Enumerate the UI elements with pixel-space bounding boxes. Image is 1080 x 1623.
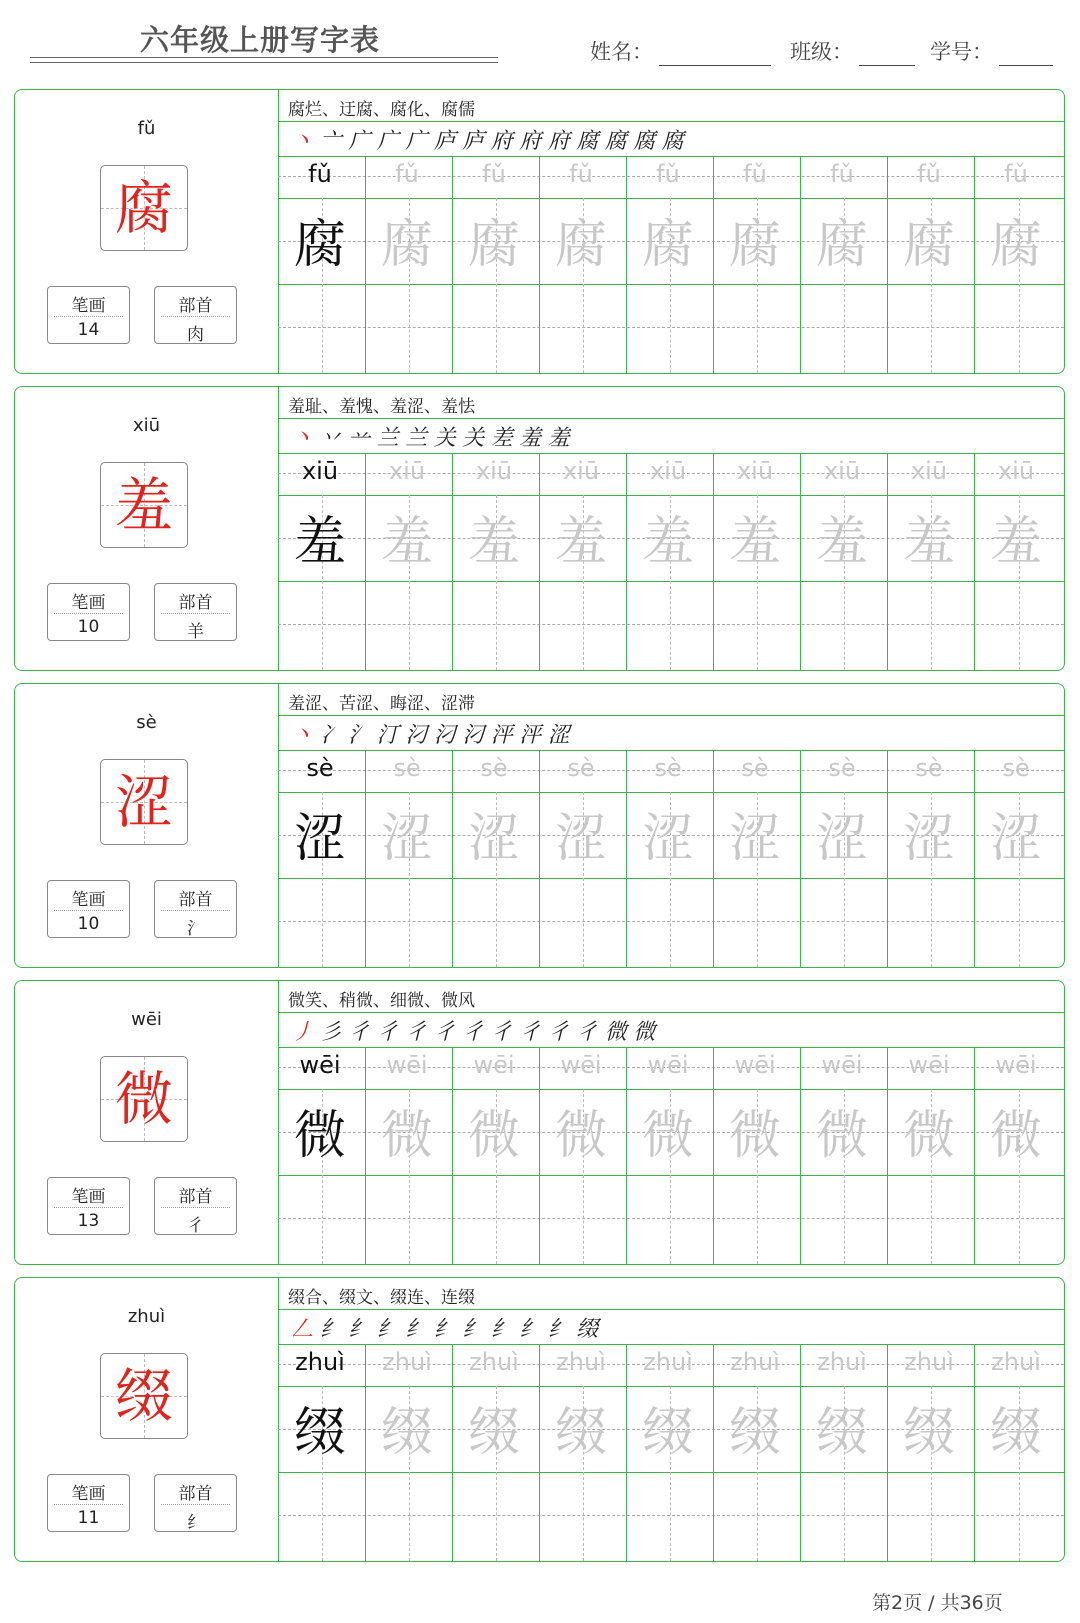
- stroke-step: 彳: [547, 1020, 570, 1045]
- blank-practice-cell[interactable]: [452, 581, 539, 669]
- blank-practice-cell[interactable]: [278, 1472, 365, 1560]
- trace-character: 涩: [728, 809, 781, 869]
- stroke-step: 兰: [405, 426, 428, 451]
- radical-label: 部首: [178, 1484, 213, 1504]
- trace-character: 羞: [902, 512, 955, 572]
- character-card: [15, 387, 279, 670]
- trace-pinyin: sè: [1002, 754, 1030, 782]
- practice-grid: [278, 1278, 1064, 1561]
- trace-pinyin: sè: [741, 754, 769, 782]
- trace-character: 微: [641, 1106, 694, 1166]
- big-character: 微: [114, 1065, 173, 1133]
- blank-practice-cell[interactable]: [539, 1472, 626, 1560]
- stroke-count-box: [47, 286, 130, 344]
- trace-pinyin: xiū: [388, 457, 426, 485]
- trace-character: 羞: [641, 512, 694, 572]
- stroke-count-box: [47, 583, 130, 641]
- character-card: [15, 981, 279, 1264]
- stroke-step: 微: [633, 1020, 656, 1045]
- blank-practice-cell[interactable]: [800, 1175, 887, 1263]
- trace-pinyin: zhuì: [556, 1348, 606, 1376]
- big-character: 羞: [114, 471, 173, 539]
- trace-pinyin: wēi: [908, 1051, 950, 1079]
- trace-pinyin: xiū: [997, 457, 1035, 485]
- trace-character: 缀: [641, 1403, 694, 1463]
- stroke-step: 涩: [547, 723, 570, 748]
- radical-label: 部首: [178, 593, 213, 613]
- trace-character: 缀: [989, 1403, 1042, 1463]
- number-label: 学号：: [930, 40, 993, 64]
- blank-practice-cell[interactable]: [539, 878, 626, 966]
- stroke-step: 府: [547, 129, 570, 154]
- trace-pinyin: xiū: [910, 457, 948, 485]
- trace-character: 微: [728, 1106, 781, 1166]
- blank-practice-cell[interactable]: [887, 284, 974, 372]
- stroke-step: 𠃋: [291, 1317, 314, 1342]
- card-pinyin: sè: [136, 712, 157, 733]
- trace-pinyin: fǔ: [482, 160, 506, 188]
- stroke-count-label: 笔画: [71, 1187, 106, 1207]
- trace-character: 微: [989, 1106, 1042, 1166]
- practice-grid: [278, 387, 1064, 670]
- practice-grid: [278, 981, 1064, 1264]
- stroke-step: 庐: [462, 129, 485, 154]
- blank-practice-cell[interactable]: [539, 284, 626, 372]
- model-pinyin: sè: [306, 754, 334, 782]
- trace-pinyin: wēi: [473, 1051, 515, 1079]
- trace-character: 羞: [989, 512, 1042, 572]
- stroke-step: 彡: [319, 1020, 342, 1045]
- name-blank[interactable]: [659, 43, 771, 66]
- blank-practice-cell[interactable]: [800, 284, 887, 372]
- title-underline: [30, 57, 498, 58]
- radical-box: [154, 1177, 237, 1235]
- stroke-step: 彳: [576, 1020, 599, 1045]
- radical-label: 部首: [178, 296, 213, 316]
- blank-practice-cell[interactable]: [278, 878, 365, 966]
- blank-practice-cell[interactable]: [278, 581, 365, 669]
- blank-practice-cell[interactable]: [713, 878, 800, 966]
- blank-practice-cell[interactable]: [626, 581, 713, 669]
- trace-character: 微: [554, 1106, 607, 1166]
- stroke-count-label: 笔画: [71, 296, 106, 316]
- stroke-step: 纟: [319, 1317, 342, 1342]
- trace-character: 腐: [728, 215, 781, 275]
- stroke-step: 彳: [490, 1020, 513, 1045]
- practice-grid: [278, 684, 1064, 967]
- trace-pinyin: fǔ: [656, 160, 680, 188]
- class-blank[interactable]: [859, 43, 915, 66]
- blank-practice-cell[interactable]: [713, 581, 800, 669]
- trace-character: 涩: [554, 809, 607, 869]
- model-pinyin: wēi: [299, 1051, 341, 1079]
- stroke-count-value: 13: [77, 1211, 100, 1231]
- trace-character: 缀: [815, 1403, 868, 1463]
- trace-pinyin: fǔ: [1004, 160, 1028, 188]
- stroke-step: 丷: [319, 426, 342, 451]
- blank-practice-cell[interactable]: [800, 878, 887, 966]
- character-block: [14, 683, 1065, 968]
- blank-practice-cell[interactable]: [539, 581, 626, 669]
- stroke-step: 广: [376, 129, 399, 154]
- blank-practice-cell[interactable]: [887, 581, 974, 669]
- character-block: [14, 386, 1065, 671]
- trace-pinyin: xiū: [649, 457, 687, 485]
- stroke-order: [288, 123, 687, 156]
- class-field[interactable]: [790, 36, 915, 66]
- trace-pinyin: wēi: [386, 1051, 428, 1079]
- stroke-step: 彳: [405, 1020, 428, 1045]
- trace-pinyin: xiū: [475, 457, 513, 485]
- stroke-step: 腐: [604, 129, 627, 154]
- trace-character: 缀: [380, 1403, 433, 1463]
- blank-practice-cell[interactable]: [887, 878, 974, 966]
- blank-practice-cell[interactable]: [452, 878, 539, 966]
- radical-value: 氵: [187, 919, 204, 939]
- trace-pinyin: sè: [480, 754, 508, 782]
- stroke-count-box: [47, 1474, 130, 1532]
- character-box: [100, 1056, 188, 1142]
- blank-practice-cell[interactable]: [974, 581, 1064, 669]
- trace-character: 羞: [380, 512, 433, 572]
- trace-pinyin: wēi: [560, 1051, 602, 1079]
- name-label: 姓名：: [590, 40, 653, 64]
- blank-practice-cell[interactable]: [452, 284, 539, 372]
- character-block: [14, 980, 1065, 1265]
- stroke-step: 纟: [433, 1317, 456, 1342]
- blank-practice-cell[interactable]: [452, 1472, 539, 1560]
- example-words: 羞涩、苦涩、晦涩、涩滞: [288, 694, 475, 714]
- stroke-step: 汈: [462, 723, 485, 748]
- blank-practice-cell[interactable]: [713, 1472, 800, 1560]
- radical-box: [154, 583, 237, 641]
- trace-character: 缀: [902, 1403, 955, 1463]
- stroke-step: 汈: [433, 723, 456, 748]
- stroke-count-box: [47, 880, 130, 938]
- model-pinyin: xiū: [301, 457, 339, 485]
- trace-character: 羞: [728, 512, 781, 572]
- stroke-count-value: 11: [77, 1508, 100, 1528]
- character-card: [15, 90, 279, 373]
- radical-box: [154, 286, 237, 344]
- trace-pinyin: sè: [828, 754, 856, 782]
- blank-practice-cell[interactable]: [278, 284, 365, 372]
- page-number: 第2页 / 共36页: [872, 1592, 1003, 1614]
- blank-practice-cell[interactable]: [365, 284, 452, 372]
- trace-pinyin: fǔ: [830, 160, 854, 188]
- model-character: 涩: [293, 809, 346, 869]
- stroke-step: 汈: [405, 723, 428, 748]
- stroke-step: 羞: [519, 426, 542, 451]
- trace-pinyin: zhuì: [382, 1348, 432, 1376]
- stroke-step: 兰: [376, 426, 399, 451]
- trace-pinyin: zhuì: [730, 1348, 780, 1376]
- trace-character: 腐: [467, 215, 520, 275]
- card-pinyin: xiū: [132, 415, 161, 436]
- card-pinyin: zhuì: [127, 1306, 166, 1327]
- number-blank[interactable]: [999, 43, 1053, 66]
- radical-label: 部首: [178, 1187, 213, 1207]
- stroke-order: [288, 1014, 659, 1047]
- character-block: [14, 1277, 1065, 1562]
- trace-pinyin: fǔ: [917, 160, 941, 188]
- stroke-step: 彳: [376, 1020, 399, 1045]
- trace-character: 腐: [902, 215, 955, 275]
- trace-character: 羞: [467, 512, 520, 572]
- stroke-step: 纟: [490, 1317, 513, 1342]
- stroke-step: 关: [462, 426, 485, 451]
- stroke-step: 差: [490, 426, 513, 451]
- stroke-step: 丶: [291, 426, 314, 451]
- trace-character: 腐: [641, 215, 694, 275]
- big-character: 涩: [114, 768, 173, 836]
- stroke-step: 彳: [433, 1020, 456, 1045]
- stroke-step: 彳: [462, 1020, 485, 1045]
- blank-practice-cell[interactable]: [626, 878, 713, 966]
- stroke-step: 羞: [547, 426, 570, 451]
- stroke-step: 腐: [576, 129, 599, 154]
- trace-character: 微: [815, 1106, 868, 1166]
- character-card: [15, 1278, 279, 1561]
- stroke-count-label: 笔画: [71, 593, 106, 613]
- blank-practice-cell[interactable]: [974, 878, 1064, 966]
- blank-practice-cell[interactable]: [365, 1472, 452, 1560]
- stroke-step: 纟: [519, 1317, 542, 1342]
- trace-character: 微: [902, 1106, 955, 1166]
- blank-practice-cell[interactable]: [365, 878, 452, 966]
- trace-character: 羞: [554, 512, 607, 572]
- stroke-step: 汀: [376, 723, 399, 748]
- stroke-step: 纟: [348, 1317, 371, 1342]
- model-character: 羞: [293, 512, 346, 572]
- character-box: [100, 1353, 188, 1439]
- class-label: 班级：: [790, 40, 853, 64]
- trace-pinyin: zhuì: [469, 1348, 519, 1376]
- stroke-step: 䒑: [348, 426, 371, 451]
- stroke-count-value: 10: [77, 914, 100, 934]
- trace-pinyin: wēi: [995, 1051, 1037, 1079]
- trace-character: 微: [380, 1106, 433, 1166]
- stroke-step: 彳: [519, 1020, 542, 1045]
- trace-character: 缀: [554, 1403, 607, 1463]
- trace-character: 缀: [467, 1403, 520, 1463]
- trace-character: 涩: [989, 809, 1042, 869]
- stroke-order: [288, 420, 573, 453]
- stroke-step: 纟: [405, 1317, 428, 1342]
- trace-character: 腐: [989, 215, 1042, 275]
- trace-pinyin: fǔ: [743, 160, 767, 188]
- stroke-step: 泙: [519, 723, 542, 748]
- stroke-step: 纟: [462, 1317, 485, 1342]
- blank-practice-cell[interactable]: [800, 1472, 887, 1560]
- radical-value: 彳: [187, 1216, 204, 1236]
- title-underline-2: [30, 62, 498, 63]
- stroke-count-box: [47, 1177, 130, 1235]
- trace-character: 涩: [380, 809, 433, 869]
- blank-practice-cell[interactable]: [365, 581, 452, 669]
- stroke-step: 微: [604, 1020, 627, 1045]
- stroke-step: 冫: [319, 723, 342, 748]
- stroke-step: 广: [348, 129, 371, 154]
- trace-character: 涩: [467, 809, 520, 869]
- blank-practice-cell[interactable]: [626, 284, 713, 372]
- stroke-count-label: 笔画: [71, 1484, 106, 1504]
- stroke-step: 丶: [291, 129, 314, 154]
- blank-practice-cell[interactable]: [539, 1175, 626, 1263]
- blank-practice-cell[interactable]: [974, 284, 1064, 372]
- trace-pinyin: zhuì: [991, 1348, 1041, 1376]
- stroke-count-value: 14: [77, 320, 100, 340]
- trace-pinyin: xiū: [823, 457, 861, 485]
- blank-practice-cell[interactable]: [974, 1472, 1064, 1560]
- card-pinyin: wēi: [131, 1009, 162, 1030]
- stroke-step: 府: [519, 129, 542, 154]
- trace-character: 涩: [641, 809, 694, 869]
- stroke-step: 关: [433, 426, 456, 451]
- character-box: [100, 759, 188, 845]
- radical-box: [154, 1474, 237, 1532]
- character-card: [15, 684, 279, 967]
- radical-value: 羊: [187, 622, 204, 642]
- blank-practice-cell[interactable]: [800, 581, 887, 669]
- trace-pinyin: sè: [915, 754, 943, 782]
- example-words: 腐烂、迂腐、腐化、腐儒: [288, 100, 475, 120]
- blank-practice-cell[interactable]: [365, 1175, 452, 1263]
- trace-pinyin: sè: [393, 754, 421, 782]
- blank-practice-cell[interactable]: [713, 284, 800, 372]
- example-words: 微笑、稍微、细微、微风: [288, 991, 475, 1011]
- stroke-step: 丿: [291, 1020, 314, 1045]
- trace-pinyin: wēi: [821, 1051, 863, 1079]
- big-character: 腐: [114, 174, 173, 242]
- stroke-step: 丶: [291, 723, 314, 748]
- trace-character: 羞: [815, 512, 868, 572]
- example-words: 羞耻、羞愧、羞涩、羞怯: [288, 397, 475, 417]
- trace-pinyin: zhuì: [643, 1348, 693, 1376]
- character-block: [14, 89, 1065, 374]
- character-box: [100, 165, 188, 251]
- trace-character: 腐: [554, 215, 607, 275]
- stroke-order: [288, 717, 573, 750]
- stroke-step: 府: [490, 129, 513, 154]
- example-words: 缀合、缀文、缀连、连缀: [288, 1288, 475, 1308]
- model-pinyin: zhuì: [295, 1348, 345, 1376]
- stroke-step: 腐: [661, 129, 684, 154]
- worksheet-title: 六年级上册写字表: [140, 23, 381, 57]
- trace-pinyin: sè: [654, 754, 682, 782]
- stroke-step: 纟: [547, 1317, 570, 1342]
- trace-character: 涩: [902, 809, 955, 869]
- stroke-count-value: 10: [77, 617, 100, 637]
- model-pinyin: fǔ: [308, 160, 332, 188]
- stroke-step: 亠: [319, 129, 342, 154]
- blank-practice-cell[interactable]: [626, 1175, 713, 1263]
- radical-box: [154, 880, 237, 938]
- trace-pinyin: xiū: [736, 457, 774, 485]
- trace-pinyin: wēi: [734, 1051, 776, 1079]
- radical-label: 部首: [178, 890, 213, 910]
- name-field[interactable]: [590, 36, 771, 66]
- stroke-step: 腐: [633, 129, 656, 154]
- blank-practice-cell[interactable]: [452, 1175, 539, 1263]
- trace-character: 缀: [728, 1403, 781, 1463]
- trace-character: 腐: [380, 215, 433, 275]
- stroke-step: 泙: [490, 723, 513, 748]
- model-character: 微: [293, 1106, 346, 1166]
- trace-pinyin: zhuì: [904, 1348, 954, 1376]
- card-pinyin: fǔ: [137, 118, 156, 139]
- model-character: 缀: [293, 1403, 346, 1463]
- stroke-count-label: 笔画: [71, 890, 106, 910]
- trace-character: 腐: [815, 215, 868, 275]
- trace-pinyin: xiū: [562, 457, 600, 485]
- blank-practice-cell[interactable]: [887, 1472, 974, 1560]
- big-character: 缀: [114, 1362, 173, 1430]
- radical-value: 纟: [187, 1513, 204, 1533]
- practice-grid: [278, 90, 1064, 373]
- trace-character: 涩: [815, 809, 868, 869]
- blank-practice-cell[interactable]: [278, 1175, 365, 1263]
- stroke-order: [288, 1311, 602, 1344]
- stroke-step: 彳: [348, 1020, 371, 1045]
- blank-practice-cell[interactable]: [713, 1175, 800, 1263]
- stroke-step: 氵: [348, 723, 371, 748]
- number-field[interactable]: [930, 36, 1053, 66]
- trace-pinyin: sè: [567, 754, 595, 782]
- character-box: [100, 462, 188, 548]
- blank-practice-cell[interactable]: [626, 1472, 713, 1560]
- stroke-step: 纟: [376, 1317, 399, 1342]
- trace-pinyin: fǔ: [569, 160, 593, 188]
- blank-practice-cell[interactable]: [974, 1175, 1064, 1263]
- stroke-step: 广: [405, 129, 428, 154]
- stroke-step: 缀: [576, 1317, 599, 1342]
- trace-pinyin: zhuì: [817, 1348, 867, 1376]
- trace-character: 微: [467, 1106, 520, 1166]
- blank-practice-cell[interactable]: [887, 1175, 974, 1263]
- stroke-step: 庐: [433, 129, 456, 154]
- trace-pinyin: fǔ: [395, 160, 419, 188]
- radical-value: 肉: [187, 325, 204, 345]
- model-character: 腐: [293, 215, 346, 275]
- trace-pinyin: wēi: [647, 1051, 689, 1079]
